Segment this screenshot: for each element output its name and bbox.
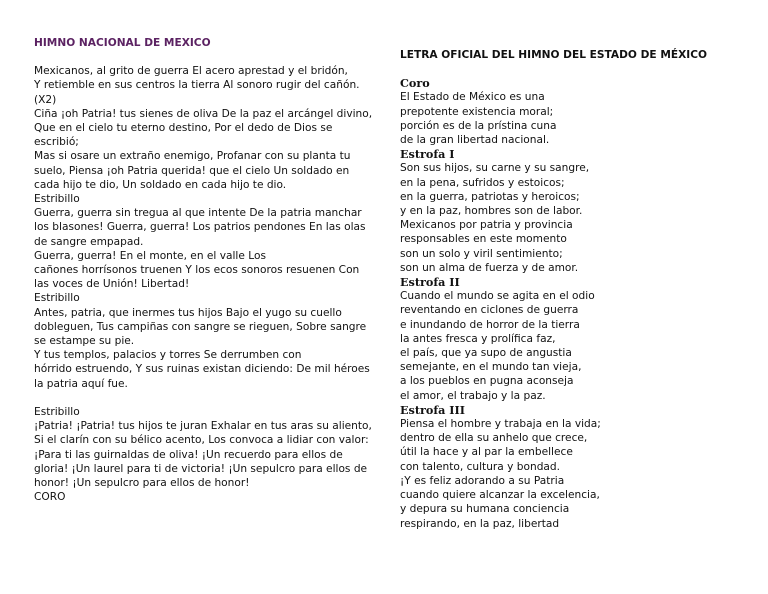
lyric-line: cañones horrísonos truenen Y los ecos sonoros resuenen Con (34, 264, 360, 277)
lyric-line: son un solo y viril sentimiento; (400, 247, 563, 260)
national-anthem-column (34, 36, 374, 504)
lyric-line: ¡Patria! ¡Patria! tus hijos te juran Exhalar en tus aras su aliento, (34, 420, 372, 433)
blank-line (34, 391, 374, 405)
lyric-line: ¡Para ti las guirnaldas de oliva! ¡Un recuerdo para ellos de (34, 448, 343, 461)
lyric-line: gloria! ¡Un laurel para ti de victoria! ¡Un sepulcro para ellos de (34, 462, 368, 475)
lyric-line: Antes, patria, que inermes tus hijos Bajo el yugo su cuello (34, 306, 342, 319)
lyric-line: la antes fresca y prolífica faz, (400, 332, 556, 345)
lyric-line: los blasones! Guerra, guerra! Los patrios pendones En las olas (34, 221, 366, 234)
lyric-line: Estribillo (34, 292, 80, 305)
state-anthem-title: LETRA OFICIAL DEL HIMNO DEL ESTADO DE MÉXICO (400, 49, 707, 61)
section-heading: Estrofa I (400, 147, 455, 162)
state-anthem-column (400, 48, 740, 531)
lyric-line: Estribillo (34, 406, 80, 419)
lyric-line: (X2) (34, 93, 57, 106)
lyric-line: Son sus hijos, su carne y su sangre, (400, 162, 590, 175)
lyric-line: en la guerra, patriotas y heroicos; (400, 190, 580, 203)
lyric-line: suelo, Piensa ¡oh Patria querida! que el cielo Un soldado en (34, 164, 350, 177)
lyric-line: Mexicanos, al grito de guerra El acero aprestad y el bridón, (34, 65, 348, 78)
lyric-line: honor! ¡Un sepulcro para ellos de honor! (34, 477, 250, 490)
section-heading: Estrofa II (400, 275, 460, 290)
lyric-line: dobleguen, Tus campiñas con sangre se rieguen, Sobre sangre (34, 320, 367, 333)
lyric-line: responsables en este momento (400, 233, 567, 246)
lyric-line: reventando en ciclones de guerra (400, 304, 579, 317)
lyric-line: El Estado de México es una (400, 91, 545, 104)
lyric-line: las voces de Unión! Libertad! (34, 278, 190, 291)
lyric-line: de sangre empapad. (34, 235, 144, 248)
lyric-line: dentro de ella su anhelo que crece, (400, 432, 588, 445)
lyric-line: Y tus templos, palacios y torres Se derrumben con (34, 349, 302, 362)
lyric-line: prepotente existencia moral; (400, 105, 554, 118)
lyric-line: la patria aquí fue. (34, 377, 128, 390)
national-anthem-title: HIMNO NACIONAL DE MEXICO (34, 37, 211, 49)
lyric-line: el amor, el trabajo y la paz. (400, 389, 546, 402)
lyric-line: Mas si osare un extraño enemigo, Profanar con su planta tu (34, 150, 351, 163)
lyric-line: Ciña ¡oh Patria! tus sienes de oliva De la paz el arcángel divino, (34, 107, 373, 120)
lyric-line: Piensa el hombre y trabaja en la vida; (400, 418, 601, 431)
lyric-line: porción es de la prístina cuna (400, 119, 557, 132)
lyric-line: Mexicanos por patria y provincia (400, 219, 573, 232)
lyric-line: útil la hace y al par la embellece (400, 446, 573, 459)
lyric-line: Que en el cielo tu eterno destino, Por el dedo de Dios se (34, 122, 333, 135)
lyric-line: ¡Y es feliz adorando a su Patria (400, 474, 565, 487)
national-anthem-lyrics (34, 64, 374, 504)
lyric-line: Estribillo (34, 193, 80, 206)
lyric-line: hórrido estruendo, Y sus ruinas existan diciendo: De mil héroes (34, 363, 370, 376)
lyric-line: Cuando el mundo se agita en el odio (400, 290, 595, 303)
section-heading: Estrofa III (400, 402, 466, 417)
lyric-line: escribió; (34, 136, 79, 149)
lyric-line: de la gran libertad nacional. (400, 134, 550, 147)
lyric-line: Guerra, guerra! En el monte, en el valle Los (34, 249, 266, 262)
lyric-line: Y retiemble en sus centros la tierra Al sonoro rugir del cañón. (34, 79, 360, 92)
lyric-line: cada hijo te dio, Un soldado en cada hijo te dio. (34, 178, 287, 191)
lyric-line: y en la paz, hombres son de labor. (400, 205, 583, 218)
lyric-line: son un alma de fuerza y de amor. (400, 261, 579, 274)
section-heading: Coro (400, 76, 430, 91)
lyric-line: respirando, en la paz, libertad (400, 517, 560, 530)
lyric-line: CORO (34, 491, 66, 504)
lyric-line: en la pena, sufridos y estoicos; (400, 176, 565, 189)
lyric-line: Guerra, guerra sin tregua al que intente De la patria manchar (34, 207, 362, 220)
state-anthem-lyrics (400, 76, 740, 531)
lyric-line: y depura su humana conciencia (400, 503, 570, 516)
lyric-line: semejante, en el mundo tan vieja, (400, 361, 582, 374)
lyric-line: a los pueblos en pugna aconseja (400, 375, 574, 388)
lyric-line: el país, que ya supo de angustia (400, 347, 572, 360)
lyric-line: cuando quiere alcanzar la excelencia, (400, 489, 600, 502)
lyric-line: con talento, cultura y bondad. (400, 460, 561, 473)
lyric-line: Si el clarín con su bélico acento, Los convoca a lidiar con valor: (34, 434, 369, 447)
lyric-line: se estampe su pie. (34, 335, 135, 348)
lyric-line: e inundando de horror de la tierra (400, 318, 580, 331)
